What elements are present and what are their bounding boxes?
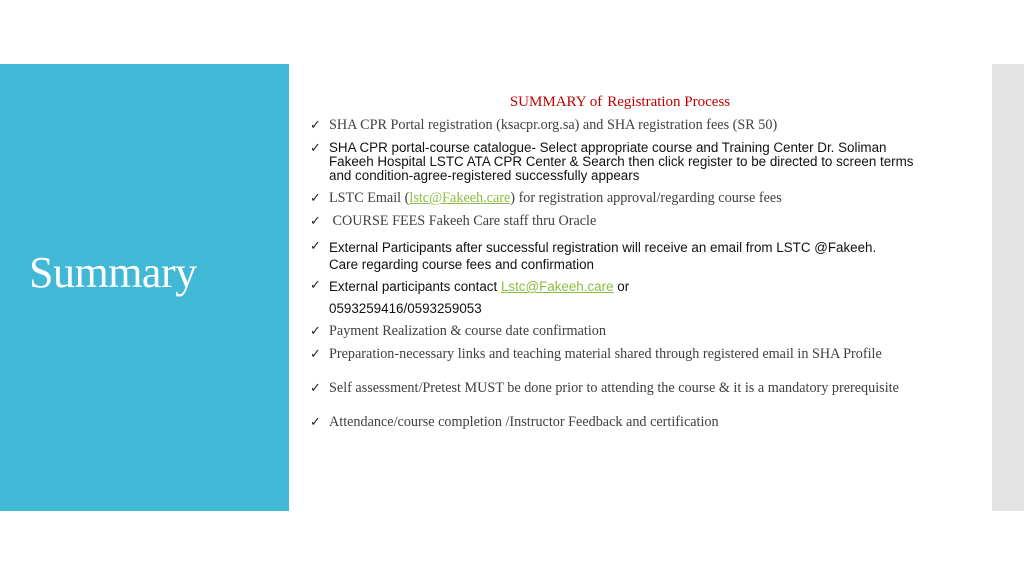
- list-item: [310, 118, 925, 133]
- item-text: ) for registration approval/regarding course fees: [510, 190, 782, 206]
- list-item: [310, 381, 925, 394]
- item-text: SHA CPR Portal registration (ksacpr.org.sa) and SHA registration fees (SR 50): [329, 117, 778, 133]
- list-item: [310, 239, 925, 273]
- list-item: [310, 191, 925, 206]
- summary-heading: [310, 92, 930, 112]
- heading-part-1: SUMMARY of: [509, 94, 603, 110]
- list-item: [310, 415, 925, 430]
- lstc-email-link[interactable]: lstc@Fakeeh.care: [409, 190, 511, 206]
- lstc-contact-link[interactable]: Lstc@Fakeeh.care: [500, 279, 614, 294]
- item-text: SHA CPR portal-course catalogue- Select appropriate course and Training Center Dr. Soliman Fakeeh Hospital LSTC ATA CPR Center & Search then click register to be directed to screen terms and condition-agree-registered successfully appears: [329, 140, 914, 183]
- item-text: External Participants after successful registration will receive an email from LSTC @Fakeeh. Care regarding course fees and confirmation: [329, 240, 877, 272]
- list-item: [310, 324, 925, 339]
- check-icon: ✓: [310, 415, 321, 430]
- list-item: [310, 347, 925, 360]
- right-side-bar: [992, 64, 1024, 511]
- check-icon: ✓: [310, 141, 321, 156]
- phone-numbers: 0593259416/0593259053: [329, 301, 482, 316]
- check-icon: ✓: [310, 324, 321, 339]
- list-item: [310, 214, 925, 229]
- item-text: Payment Realization & course date confirmation: [329, 323, 606, 339]
- check-icon: ✓: [310, 214, 321, 229]
- item-text: Attendance/course completion /Instructor Feedback and certification: [329, 414, 719, 430]
- check-icon: ✓: [310, 381, 321, 396]
- item-text: COURSE FEES Fakeeh Care staff thru Oracle: [329, 213, 597, 229]
- item-text: Preparation-necessary links and teaching material shared through registered email in SHA Profile: [329, 346, 882, 362]
- heading-part-2: Registration Process: [607, 94, 731, 110]
- check-icon: ✓: [310, 347, 321, 362]
- check-icon: ✓: [310, 278, 321, 293]
- list-item: [310, 141, 925, 183]
- list-item: [310, 278, 925, 317]
- check-icon: ✓: [310, 239, 321, 254]
- item-text: External participants contact: [329, 279, 501, 294]
- item-text: or: [613, 279, 630, 294]
- item-text: Self assessment/Pretest MUST be done prior to attending the course & it is a mandatory prerequisite: [329, 380, 899, 396]
- item-text: LSTC Email (: [329, 190, 410, 206]
- check-icon: ✓: [310, 118, 321, 133]
- check-icon: ✓: [310, 191, 321, 206]
- side-title: Summary: [29, 248, 197, 297]
